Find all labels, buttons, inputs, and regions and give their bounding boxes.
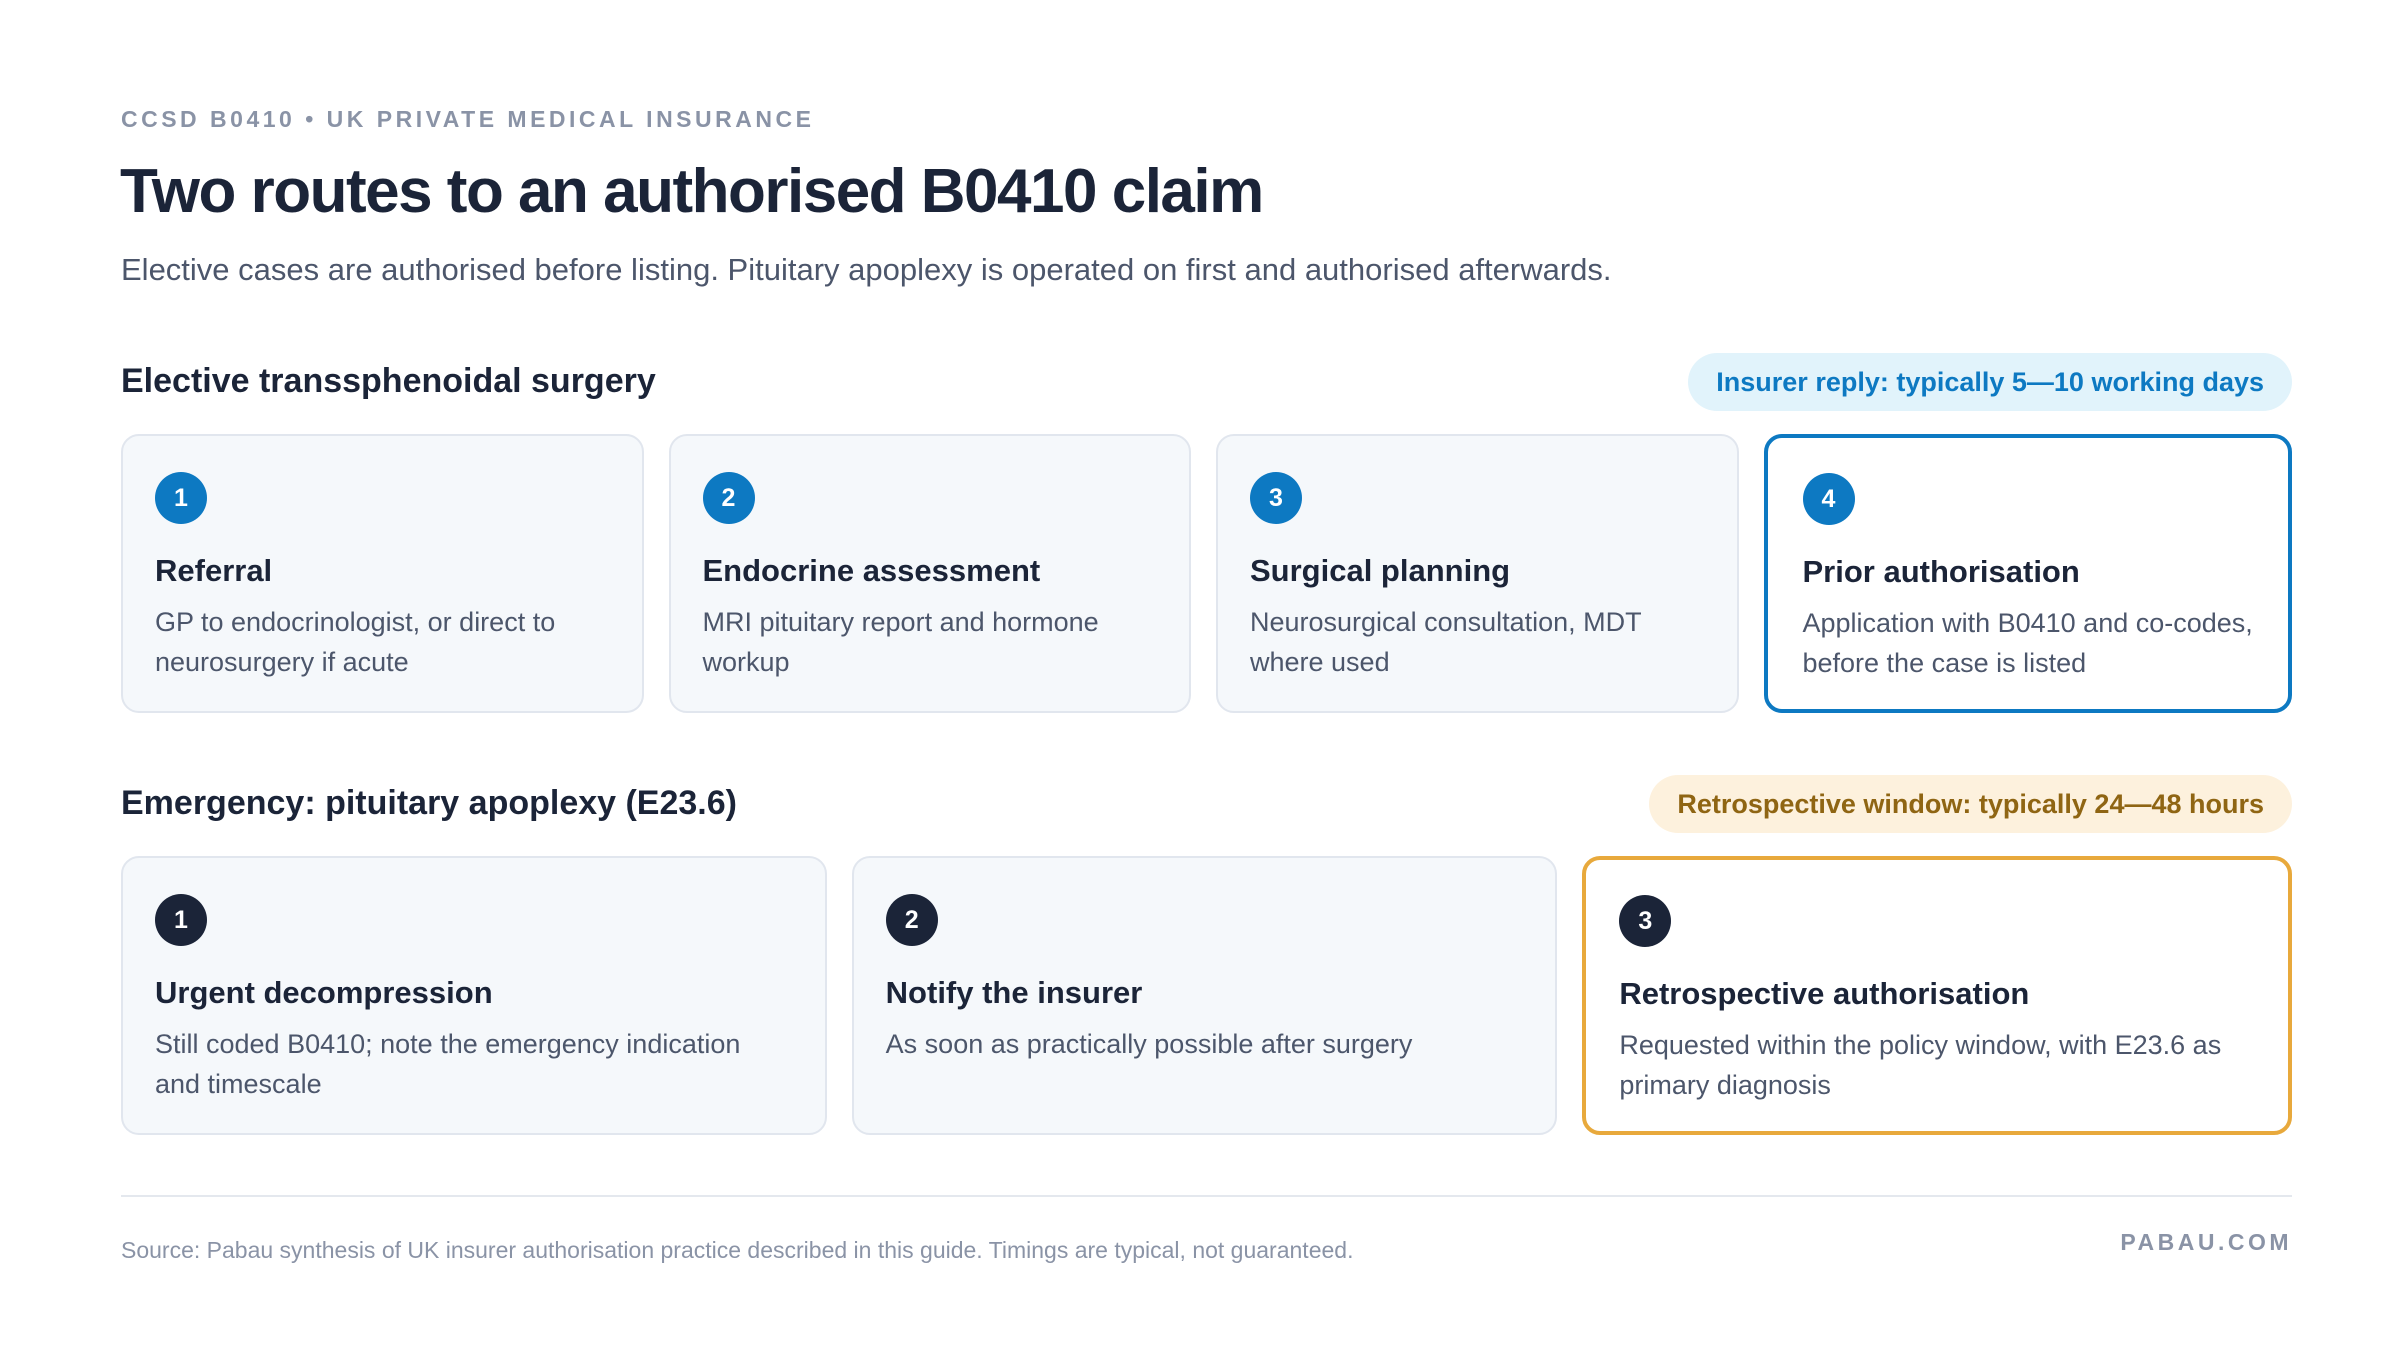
step-number-badge: 1 (155, 472, 207, 524)
step-number-badge: 2 (886, 894, 938, 946)
step-title: Retrospective authorisation (1619, 976, 2030, 1011)
step-description: Neurosurgical consultation, MDT where used (1250, 607, 1642, 677)
step-title: Urgent decompression (155, 975, 493, 1010)
step-number-badge: 3 (1250, 472, 1302, 524)
insurer-reply-pill: Insurer reply: typically 5—10 working days (1688, 353, 2292, 411)
step-number-badge: 3 (1619, 895, 1671, 947)
footer-divider (121, 1195, 2292, 1197)
elective-step-card-endocrine-assessment (669, 434, 1192, 713)
step-number-badge: 2 (703, 472, 755, 524)
elective-section-title: Elective transsphenoidal surgery (121, 362, 656, 400)
eyebrow-label: CCSD B0410 • UK PRIVATE MEDICAL INSURANCE (121, 106, 815, 132)
step-description: Requested within the policy window, with E23.6 as primary diagnosis (1619, 1030, 2222, 1100)
emergency-steps-row (121, 856, 2292, 1135)
emergency-step-card-urgent-decompression (121, 856, 827, 1135)
retrospective-window-pill: Retrospective window: typically 24—48 hours (1649, 775, 2292, 833)
emergency-step-card-notify-insurer (852, 856, 1558, 1135)
step-title: Notify the insurer (885, 975, 1143, 1010)
step-description: MRI pituitary report and hormone workup (702, 607, 1099, 677)
step-title: Prior authorisation (1802, 554, 2080, 589)
elective-steps-row (121, 434, 2292, 713)
elective-step-card-surgical-planning (1216, 434, 1739, 713)
step-number-badge: 1 (155, 894, 207, 946)
page-title: Two routes to an authorised B0410 claim (120, 157, 1263, 226)
step-description: Application with B0410 and co-codes, before the case is listed (1802, 608, 2253, 678)
brand-label: PABAU.COM (2120, 1229, 2292, 1255)
elective-step-card-referral (121, 434, 644, 713)
source-note: Source: Pabau synthesis of UK insurer authorisation practice described in this guide. Timings are typical, not guaranteed. (121, 1237, 1354, 1263)
emergency-step-card-retrospective-authorisation (1582, 856, 2292, 1135)
step-description: Still coded B0410; note the emergency indication and timescale (155, 1029, 741, 1099)
step-description: GP to endocrinologist, or direct to neurosurgery if acute (155, 607, 556, 677)
page-subtitle: Elective cases are authorised before listing. Pituitary apoplexy is operated on first and authorised afterwards. (121, 252, 1612, 287)
step-title: Surgical planning (1250, 553, 1511, 588)
elective-step-card-prior-authorisation (1764, 434, 2293, 713)
step-title: Referral (155, 553, 273, 588)
step-description: As soon as practically possible after surgery (885, 1029, 1413, 1059)
step-number-badge: 4 (1803, 473, 1855, 525)
emergency-section-title: Emergency: pituitary apoplexy (E23.6) (121, 784, 737, 822)
step-title: Endocrine assessment (702, 553, 1041, 588)
